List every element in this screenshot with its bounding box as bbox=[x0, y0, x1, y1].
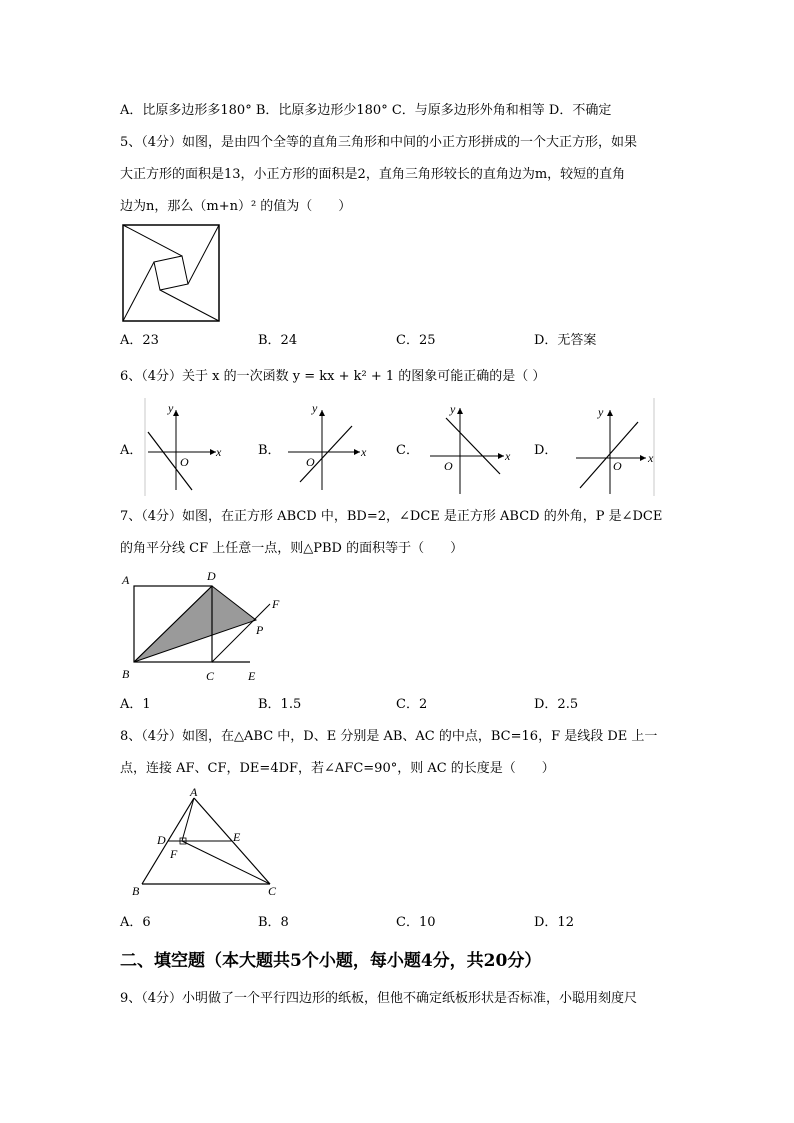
q8-triangle-figure bbox=[128, 785, 288, 900]
q7-option-c: C．2 bbox=[396, 697, 428, 712]
q6d-axis-x: x bbox=[648, 451, 654, 465]
q7-label-d: D bbox=[207, 569, 216, 583]
q6-graph-b bbox=[280, 398, 370, 496]
q8-label-f: F bbox=[170, 847, 178, 861]
q6-stem-line1: 6、（4分）关于 x 的一次函数 y = kx + k² + 1 的图象可能正确的是（ ） bbox=[120, 369, 546, 384]
q7-label-f: F bbox=[272, 597, 280, 611]
q8-option-d: D．12 bbox=[534, 915, 574, 930]
q7-option-d: D．2.5 bbox=[534, 697, 579, 712]
q5-pinwheel-square-figure bbox=[120, 222, 224, 326]
q6c-origin: O bbox=[444, 459, 453, 473]
q6b-axis-x: x bbox=[361, 445, 367, 459]
q7-square-figure bbox=[118, 568, 298, 684]
q8-option-c: C．10 bbox=[396, 915, 436, 930]
q5-stem-line2: 大正方形的面积是13，小正方形的面积是2，直角三角形较长的直角边为m，较短的直角 bbox=[120, 167, 626, 182]
q8-stem-line1: 8、（4分）如图，在△ABC 中，D、E 分别是 AB、AC 的中点，BC=16，F 是线段 DE 上一 bbox=[120, 729, 658, 744]
q5-option-c: C．25 bbox=[396, 333, 436, 348]
q7-label-c: C bbox=[206, 669, 215, 683]
q7-label-e: E bbox=[248, 669, 256, 683]
q8-label-b: B bbox=[132, 884, 140, 898]
q8-label-e: E bbox=[233, 830, 241, 844]
q4-options-line: A．比原多边形多180° B．比原多边形少180° C．与原多边形外角和相等 D．不确定 bbox=[120, 103, 612, 118]
q6-option-b-label: B． bbox=[258, 443, 281, 458]
q6b-axis-y: y bbox=[312, 401, 318, 415]
q8-label-c: C bbox=[268, 884, 277, 898]
q6-graph-c bbox=[426, 398, 516, 496]
q5-option-b: B．24 bbox=[258, 333, 298, 348]
q6-graph-d bbox=[570, 398, 658, 496]
q6b-origin: O bbox=[306, 455, 315, 469]
q8-option-a: A．6 bbox=[120, 915, 151, 930]
q6c-axis-y: y bbox=[450, 402, 456, 416]
q6c-axis-x: x bbox=[505, 449, 511, 463]
q6-option-c-label: C． bbox=[396, 443, 419, 458]
section-heading-fill-in-blank: 二、填空题（本大题共5个小题，每小题4分，共20分） bbox=[120, 951, 542, 971]
q8-label-d: D bbox=[157, 833, 166, 847]
q6a-origin: O bbox=[180, 455, 189, 469]
q6d-origin: O bbox=[613, 459, 622, 473]
q7-option-a: A．1 bbox=[120, 697, 151, 712]
q5-stem-line3: 边为n，那么（m+n）² 的值为（ ） bbox=[120, 199, 352, 214]
q6-option-a-label: A． bbox=[120, 443, 143, 458]
q7-label-p: P bbox=[256, 623, 264, 637]
q5-stem-line1: 5、（4分）如图，是由四个全等的直角三角形和中间的小正方形拼成的一个大正方形，如果 bbox=[120, 135, 638, 150]
q5-option-d: D．无答案 bbox=[534, 333, 597, 348]
q7-label-a: A bbox=[122, 573, 130, 587]
q6d-axis-y: y bbox=[598, 405, 604, 419]
q7-stem-line1: 7、（4分）如图，在正方形 ABCD 中，BD=2，∠DCE 是正方形 ABCD 的外角，P 是∠DCE bbox=[120, 509, 663, 524]
q6a-axis-y: y bbox=[168, 401, 174, 415]
q7-stem-line2: 的角平分线 CF 上任意一点，则△PBD 的面积等于（ ） bbox=[120, 541, 464, 556]
q8-option-b: B．8 bbox=[258, 915, 289, 930]
q7-label-b: B bbox=[122, 667, 130, 681]
q5-option-a: A．23 bbox=[120, 333, 159, 348]
q6-option-d-label: D． bbox=[534, 443, 558, 458]
q9-stem-line1: 9、（4分）小明做了一个平行四边形的纸板，但他不确定纸板形状是否标准，小聪用刻度尺 bbox=[120, 991, 638, 1006]
q8-stem-line2: 点，连接 AF、CF，DE=4DF，若∠AFC=90°，则 AC 的长度是（ ） bbox=[120, 761, 555, 776]
q8-label-a: A bbox=[190, 785, 198, 799]
q6-graph-a bbox=[140, 398, 230, 496]
q6a-axis-x: x bbox=[216, 445, 222, 459]
q7-option-b: B．1.5 bbox=[258, 697, 302, 712]
